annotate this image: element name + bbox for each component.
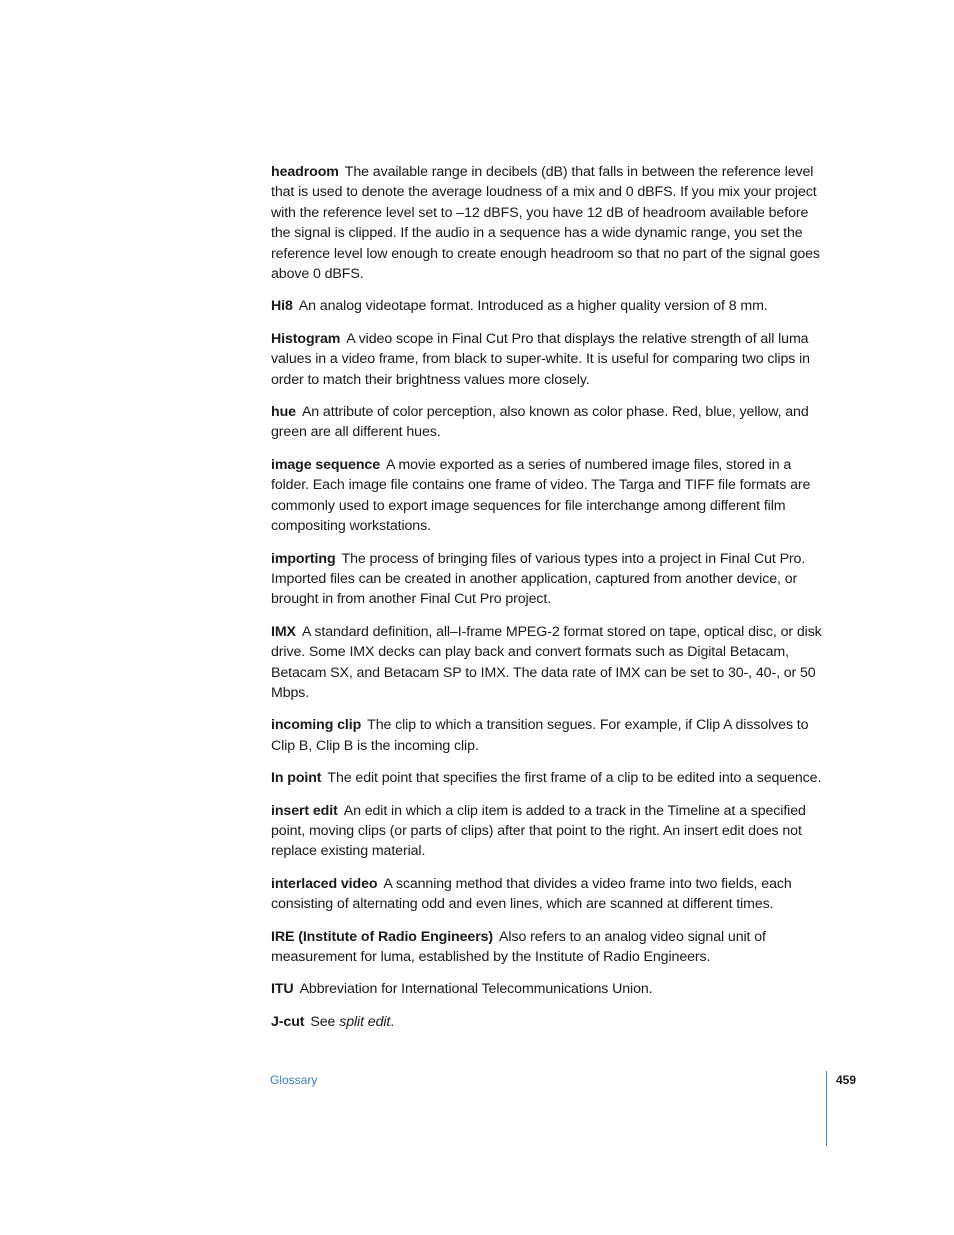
glossary-term: J-cut: [271, 1013, 305, 1030]
glossary-entry-interlaced-video: [271, 874, 831, 915]
glossary-entry-importing: [271, 549, 831, 610]
glossary-entry-image-sequence: [271, 455, 831, 537]
see-prefix: See: [310, 1013, 336, 1030]
glossary-definition: An edit in which a clip item is added to a track in the Timeline at a specified point, moving clips (or parts of clips) after that point to the right. An insert edit does not replace existing material.: [271, 802, 806, 860]
glossary-definition: A scanning method that divides a video frame into two fields, each consisting of alternating odd and even lines, which are scanned at different times.: [271, 875, 792, 913]
glossary-entry-headroom: [271, 162, 831, 284]
glossary-entry-histogram: [271, 329, 831, 390]
glossary-entry-insert-edit: [271, 801, 831, 862]
glossary-term: image sequence: [271, 456, 380, 473]
footer-section-label: Glossary: [270, 1073, 318, 1087]
glossary-entry-ire: [271, 927, 831, 968]
glossary-definition: A video scope in Final Cut Pro that displays the relative strength of all luma values in a video frame, from black to super-white. It is useful for comparing two clips in order to match their brightness values more closely.: [271, 330, 810, 388]
glossary-term: In point: [271, 770, 322, 787]
glossary-entry-in-point: [271, 768, 831, 788]
glossary-term: IRE (Institute of Radio Engineers): [271, 928, 494, 945]
cross-reference-link[interactable]: split edit: [339, 1013, 391, 1030]
glossary-term: Hi8: [271, 298, 293, 315]
glossary-entry-incoming-clip: [271, 715, 831, 756]
glossary-term: IMX: [271, 623, 296, 640]
glossary-term: headroom: [271, 164, 339, 180]
glossary-term: insert edit: [271, 802, 338, 819]
glossary-definition: The clip to which a transition segues. For example, if Clip A dissolves to Clip B, Clip B is the incoming clip.: [271, 717, 809, 754]
glossary-definition: The edit point that specifies the first frame of a clip to be edited into a sequence.: [327, 770, 822, 787]
glossary-definition: An analog videotape format. Introduced as a higher quality version of 8 mm.: [298, 298, 768, 315]
glossary-definition: Abbreviation for International Telecommunications Union.: [299, 981, 653, 998]
glossary-term: incoming clip: [271, 717, 362, 734]
glossary-entries: [271, 162, 831, 1044]
glossary-entry-hue: [271, 402, 831, 443]
glossary-definition: The available range in decibels (dB) that falls in between the reference level that is used to denote the average loudness of a mix and 0 dBFS. If you mix your project with the reference level set to –12 dBFS, you have 12 dB of headroom available before the signal is clipped. If the audio in a sequence has a wide dynamic range, you set the reference level low enough to create enough headroom so that no part of the signal goes above 0 dBFS.: [271, 164, 820, 283]
glossary-term: hue: [271, 404, 296, 421]
glossary-definition: An attribute of color perception, also known as color phase. Red, blue, yellow, and green are all different hues.: [271, 404, 809, 441]
glossary-entry-hi8: [271, 296, 831, 316]
glossary-entry-j-cut: [271, 1012, 831, 1032]
footer-divider: [826, 1071, 827, 1146]
glossary-definition: Also refers to an analog video signal unit of measurement for luma, established by the Institute of Radio Engineers.: [271, 928, 766, 965]
glossary-term: interlaced video: [271, 875, 378, 892]
see-suffix: .: [390, 1013, 395, 1030]
page-number: 459: [836, 1073, 857, 1087]
glossary-entry-itu: [271, 979, 831, 999]
glossary-definition: A movie exported as a series of numbered image files, stored in a folder. Each image file contains one frame of video. The Targa and TIFF file formats are commonly used to export image sequences for file interchange among different film compositing workstations.: [271, 456, 811, 535]
glossary-term: ITU: [271, 981, 294, 998]
glossary-term: Histogram: [271, 330, 341, 347]
glossary-entry-imx: [271, 622, 831, 704]
glossary-term: importing: [271, 550, 336, 567]
glossary-definition: A standard definition, all–I-frame MPEG-2 format stored on tape, optical disc, or disk drive. Some IMX decks can play back and convert formats such as Digital Betacam, Betacam SX, and Betacam SP to IMX. The data rate of IMX can be set to 30-, 40-, or 50 Mbps.: [271, 623, 822, 701]
glossary-definition: The process of bringing files of various types into a project in Final Cut Pro. Imported files can be created in another application, captured from another device, or brought in from another Final Cut Pro project.: [271, 550, 806, 608]
